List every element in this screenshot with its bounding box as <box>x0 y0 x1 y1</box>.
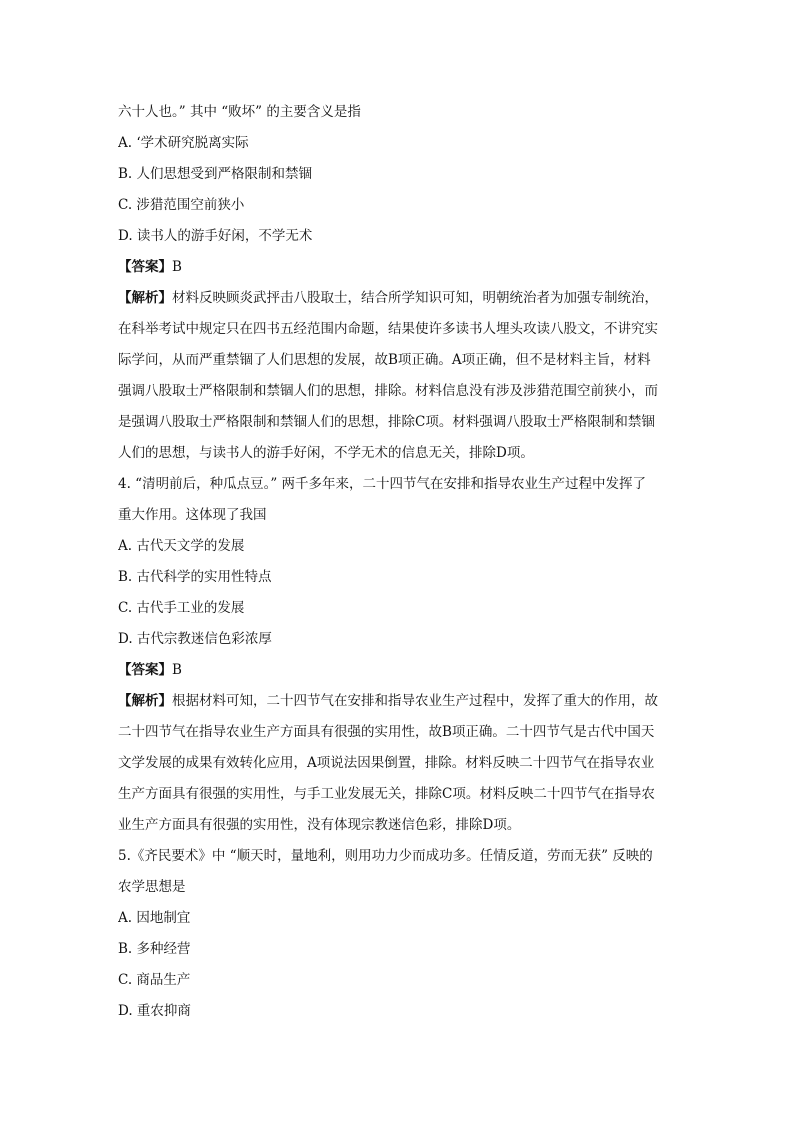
q4-stem-line-2: 重大作用。这体现了我国 <box>118 507 267 523</box>
q4-analysis-label: 【解析】 <box>118 693 172 709</box>
q5-stem-line-2: 农学思想是 <box>118 879 186 895</box>
q3-analysis-label: 【解析】 <box>118 290 172 306</box>
q4-option-b: B. 古代科学的实用性特点 <box>118 569 272 585</box>
q4-analysis-text-1: 根据材料可知，二十四节气在安排和指导农业生产过程中，发挥了重大的作用，故 <box>172 693 658 709</box>
q4-option-a: A. 古代天文学的发展 <box>118 538 245 554</box>
q3-analysis-text-1: 材料反映顾炎武抨击八股取士，结合所学知识可知，明朝统治者为加强专制统治， <box>172 290 658 306</box>
q3-analysis-line-1 <box>118 283 680 314</box>
q3-option-a: A. ‘学术研究脱离实际 <box>118 135 249 151</box>
q5-option-b: B. 多种经营 <box>118 941 191 957</box>
q3-analysis-line-6: 人们的思想，与读书人的游手好闲，不学无术的信息无关，排除D项。 <box>118 445 534 461</box>
q3-answer-label: 【答案】 <box>118 259 172 275</box>
q4-analysis-line-2: 二十四节气在指导农业生产方面具有很强的实用性，故B项正确。二十四节气是古代中国天 <box>118 724 655 740</box>
q4-analysis-line-3: 文学发展的成果有效转化应用，A项说法因果倒置，排除。材料反映二十四节气在指导农业 <box>118 755 655 771</box>
q4-analysis-line-1 <box>118 686 680 717</box>
q3-analysis-line-2: 在科举考试中规定只在四书五经范围内命题，结果使许多读书人埋头攻读八股文，不讲究实 <box>118 321 658 337</box>
q3-option-d: D. 读书人的游手好闲，不学无术 <box>118 228 313 244</box>
q4-option-d: D. 古代宗教迷信色彩浓厚 <box>118 631 272 647</box>
q4-answer-value: B <box>172 662 182 678</box>
q3-answer <box>118 252 680 283</box>
q5-option-d: D. 重农抑商 <box>118 1003 191 1019</box>
q3-analysis-line-5: 是强调八股取士严格限制和禁锢人们的思想，排除C项。材料强调八股取士严格限制和禁锢 <box>118 414 655 430</box>
q5-option-a: A. 因地制宜 <box>118 910 191 926</box>
q3-answer-value: B <box>172 259 182 275</box>
q3-analysis-line-3: 际学问，从而严重禁锢了人们思想的发展，故B项正确。A项正确，但不是材料主旨，材料 <box>118 352 651 368</box>
q3-option-c: C. 涉猎范围空前狭小 <box>118 197 245 213</box>
q4-option-c: C. 古代手工业的发展 <box>118 600 245 616</box>
q4-answer <box>118 655 680 686</box>
q3-option-b: B. 人们思想受到严格限制和禁锢 <box>118 166 313 182</box>
q3-analysis-line-4: 强调八股取士严格限制和禁锢人们的思想，排除。材料信息没有涉及涉猎范围空前狭小，而 <box>118 383 658 399</box>
q3-stem-tail: 六十人也。” 其中 “败坏” 的主要含义是指 <box>118 104 361 120</box>
document-content <box>118 97 680 1027</box>
q5-option-c: C. 商品生产 <box>118 972 191 988</box>
q4-analysis-line-5: 业生产方面具有很强的实用性，没有体现宗教迷信色彩，排除D项。 <box>118 817 521 833</box>
q4-stem-line-1: 4. “清明前后，种瓜点豆。” 两千多年来，二十四节气在安排和指导农业生产过程中发挥了 <box>118 476 647 492</box>
q4-answer-label: 【答案】 <box>118 662 172 678</box>
q4-analysis-line-4: 生产方面具有很强的实用性，与手工业发展无关，排除C项。材料反映二十四节气在指导农 <box>118 786 655 802</box>
q5-stem-line-1: 5.《齐民要术》中 “顺天时，量地利，则用功力少而成功多。任情反道，劳而无获” 反映的 <box>118 848 653 864</box>
